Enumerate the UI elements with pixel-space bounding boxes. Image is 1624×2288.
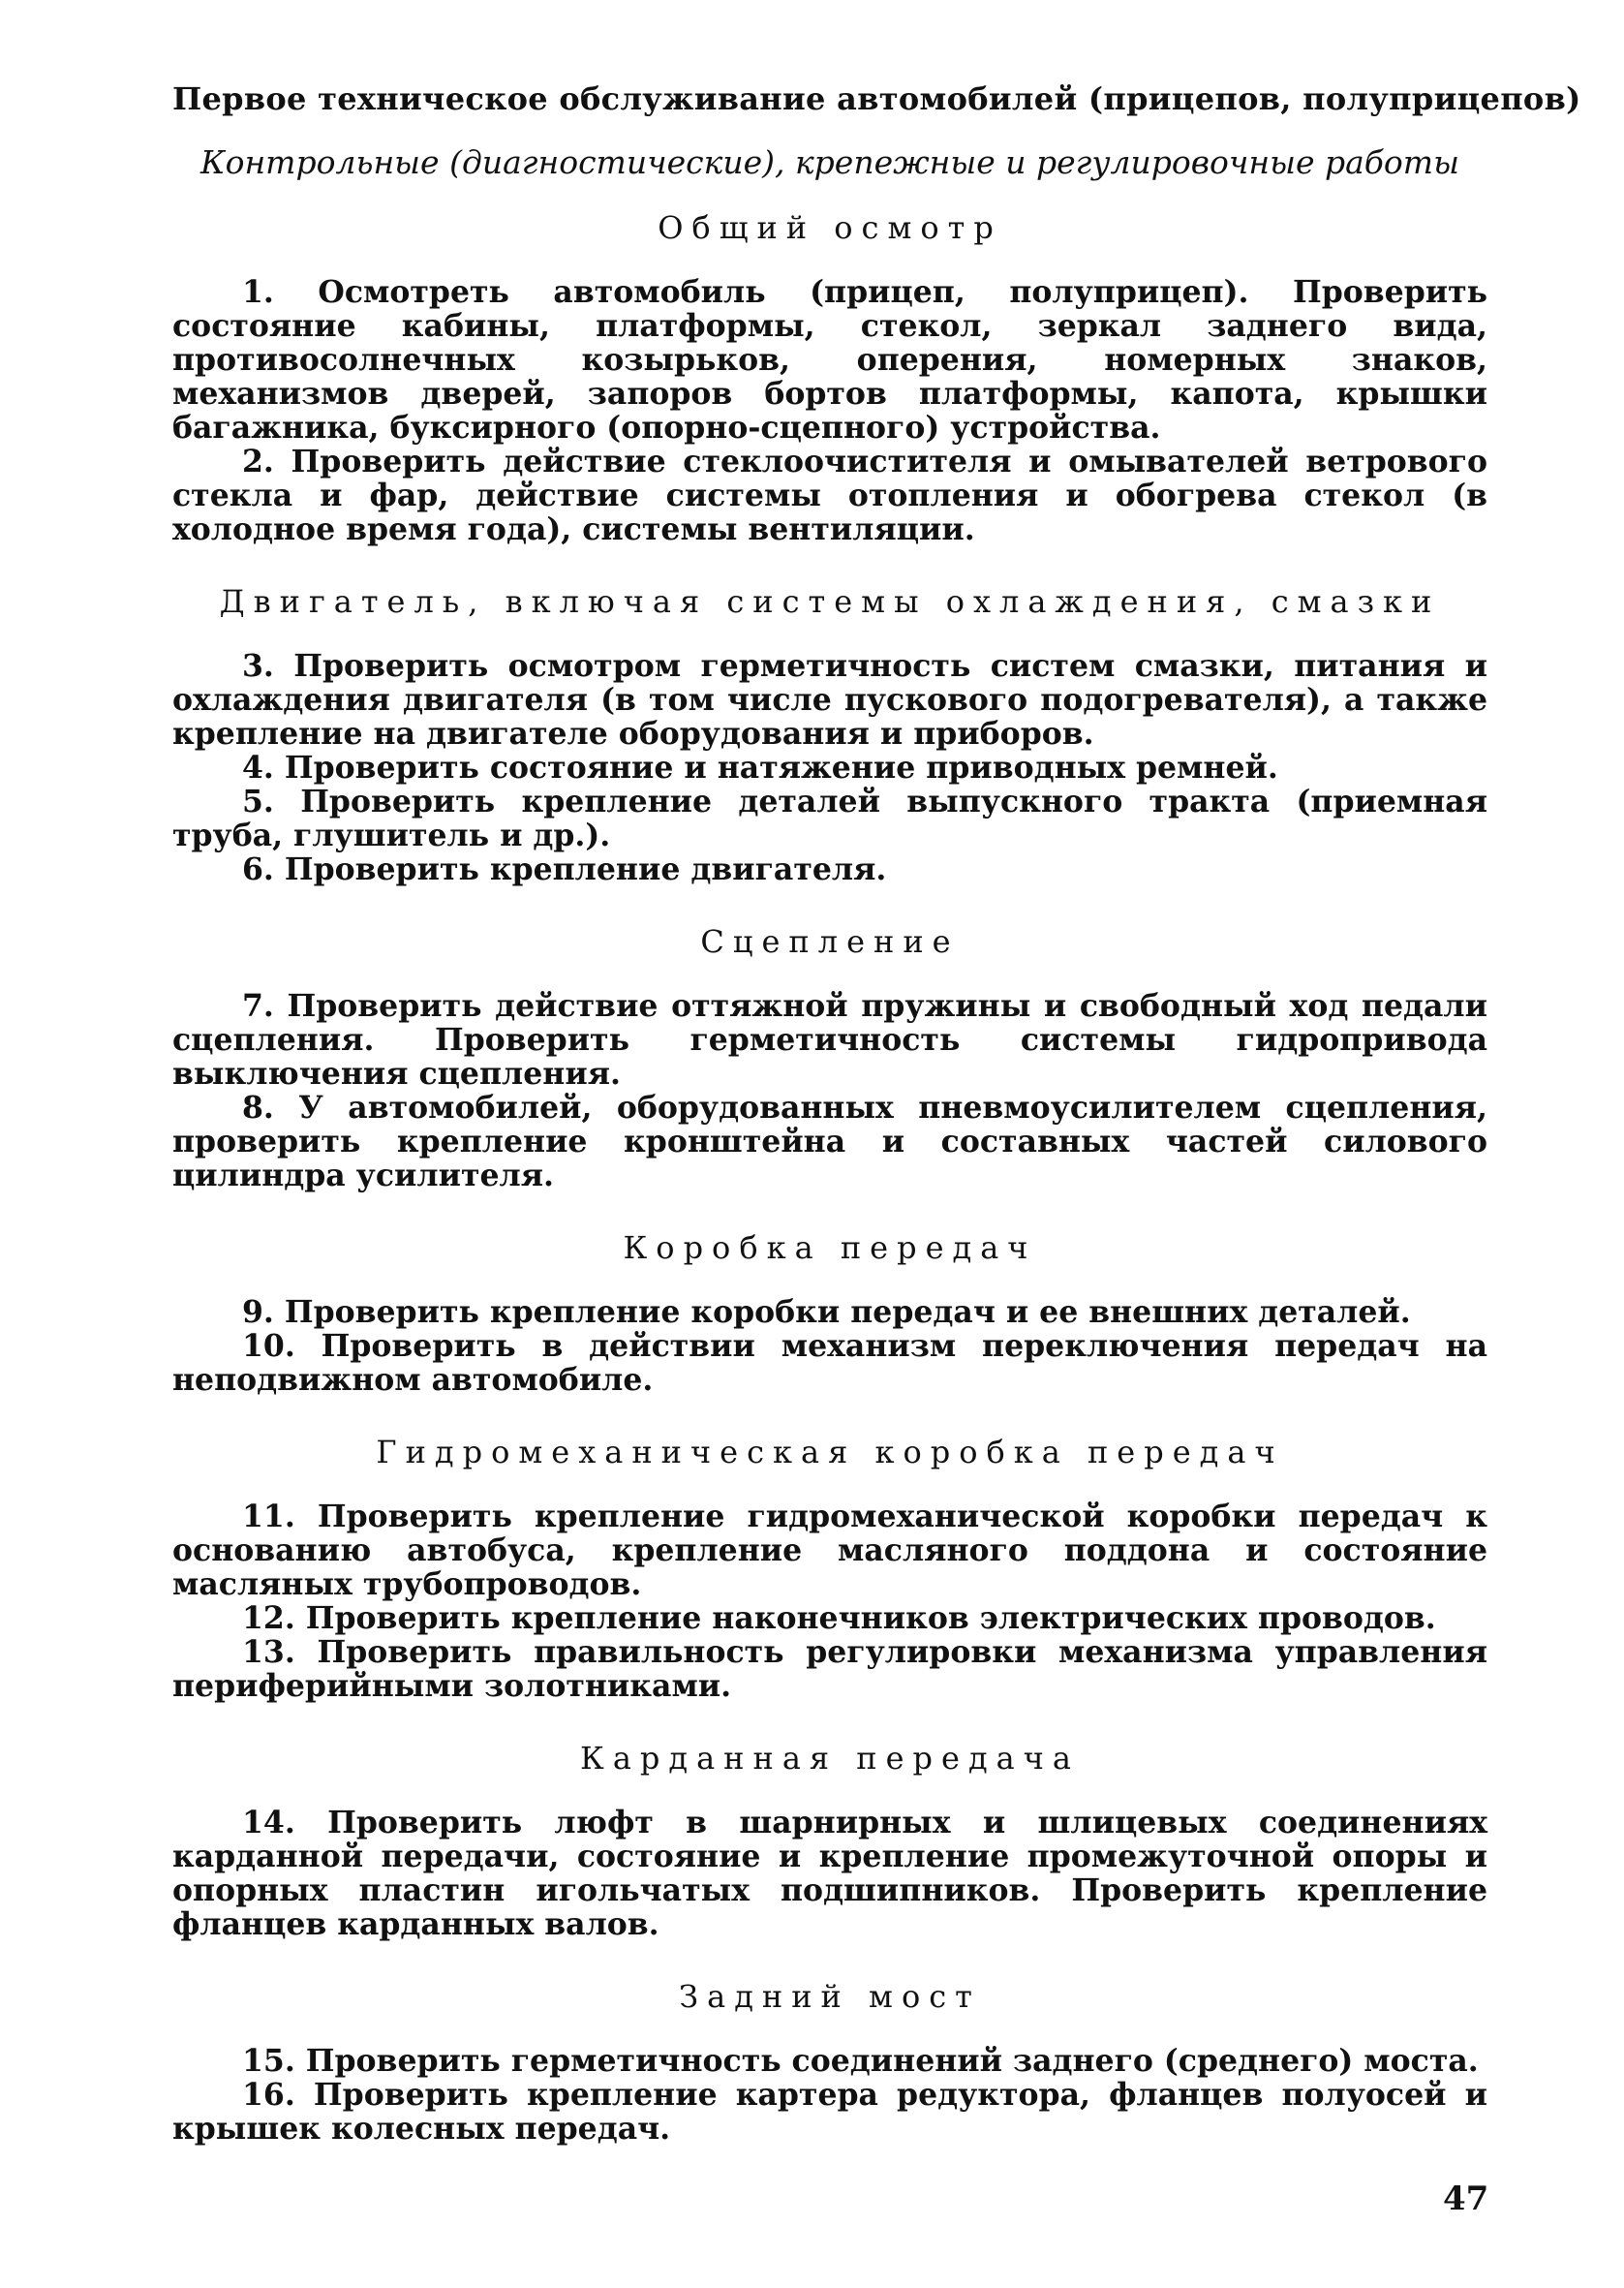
list-item: 3. Проверить осмотром герметичность систем смазки, питания и охлаждения двигателя (в том числе пускового подогревателя), а также крепление на двигателе оборудования и приборов.: [172, 648, 1487, 752]
section-general-inspection: [172, 209, 1487, 546]
page-number: 47: [1443, 2180, 1489, 2218]
section-heading: Задний мост: [679, 1978, 981, 2015]
document-page: [172, 77, 1581, 2147]
section-rear-axle: [172, 1978, 1487, 2146]
section-engine: [172, 583, 1487, 886]
section-heading: Карданная передача: [580, 1740, 1080, 1777]
list-item: 5. Проверить крепление деталей выпускного тракта (приемная труба, глушитель и др.).: [172, 784, 1487, 853]
section-heading: Коробка передач: [623, 1229, 1037, 1266]
section-heading: Гидромеханическая коробка передач: [376, 1434, 1284, 1470]
list-item: 1. Осмотреть автомобиль (прицеп, полуприцеп). Проверить состояние кабины, платформы, стекол, зеркал заднего вида, противосолнечных козырьков, оперения, номерных знаков, механизмов дверей, запоров бортов платформы, капота, крышки багажника, буксирного (опорно-сцепного) устройства.: [172, 274, 1487, 446]
list-item: 14. Проверить люфт в шарнирных и шлицевых соединениях карданной передачи, состояние и крепление промежуточной опоры и опорных пластин игольчатых подшипников. Проверить крепление фланцев карданных валов.: [172, 1805, 1487, 1942]
section-heading: Общий осмотр: [658, 209, 1002, 246]
section-clutch: [172, 923, 1487, 1192]
list-item: 2. Проверить действие стеклоочистителя и омывателей ветрового стекла и фар, действие системы отопления и обогрева стекол (в холодное время года), системы вентиляции.: [172, 444, 1487, 547]
list-item: 12. Проверить крепление наконечников электрических проводов.: [242, 1600, 1436, 1636]
section-heading: Сцепление: [700, 923, 960, 960]
document-title: Первое техническое обслуживание автомобилей (прицепов, полуприцепов): [172, 80, 1581, 117]
list-item: 7. Проверить действие оттяжной пружины и свободный ход педали сцепления. Проверить герметичность системы гидропривода выключения сцепления.: [172, 988, 1487, 1092]
list-item: 16. Проверить крепление картера редуктора, фланцев полуосей и крышек колесных передач.: [172, 2077, 1487, 2147]
list-item: 11. Проверить крепление гидромеханической коробки передач к основанию автобуса, крепление масляного поддона и состояние масляных трубопроводов.: [172, 1499, 1487, 1602]
list-item: 10. Проверить в действии механизм переключения передач на неподвижном автомобиле.: [172, 1328, 1487, 1398]
list-item: 8. У автомобилей, оборудованных пневмоусилителем сцепления, проверить крепление кронштейна и составных частей силового цилиндра усилителя.: [172, 1090, 1487, 1193]
list-item: 4. Проверить состояние и натяжение приводных ремней.: [242, 750, 1278, 786]
section-gearbox: [172, 1229, 1487, 1397]
list-item: 9. Проверить крепление коробки передач и ее внешних деталей.: [242, 1294, 1411, 1330]
section-heading: Двигатель, включая системы охлаждения, смазки: [219, 583, 1441, 620]
section-hydromechanical-gearbox: [172, 1434, 1487, 1703]
list-item: 13. Проверить правильность регулировки механизма управления периферийными золотниками.: [172, 1634, 1487, 1704]
list-item: 6. Проверить крепление двигателя.: [242, 851, 887, 887]
section-cardan-transmission: [172, 1740, 1487, 1941]
list-item: 15. Проверить герметичность соединений заднего (среднего) моста.: [242, 2043, 1479, 2079]
document-subtitle: Контрольные (диагностические), крепежные и регулировочные работы: [200, 143, 1459, 181]
